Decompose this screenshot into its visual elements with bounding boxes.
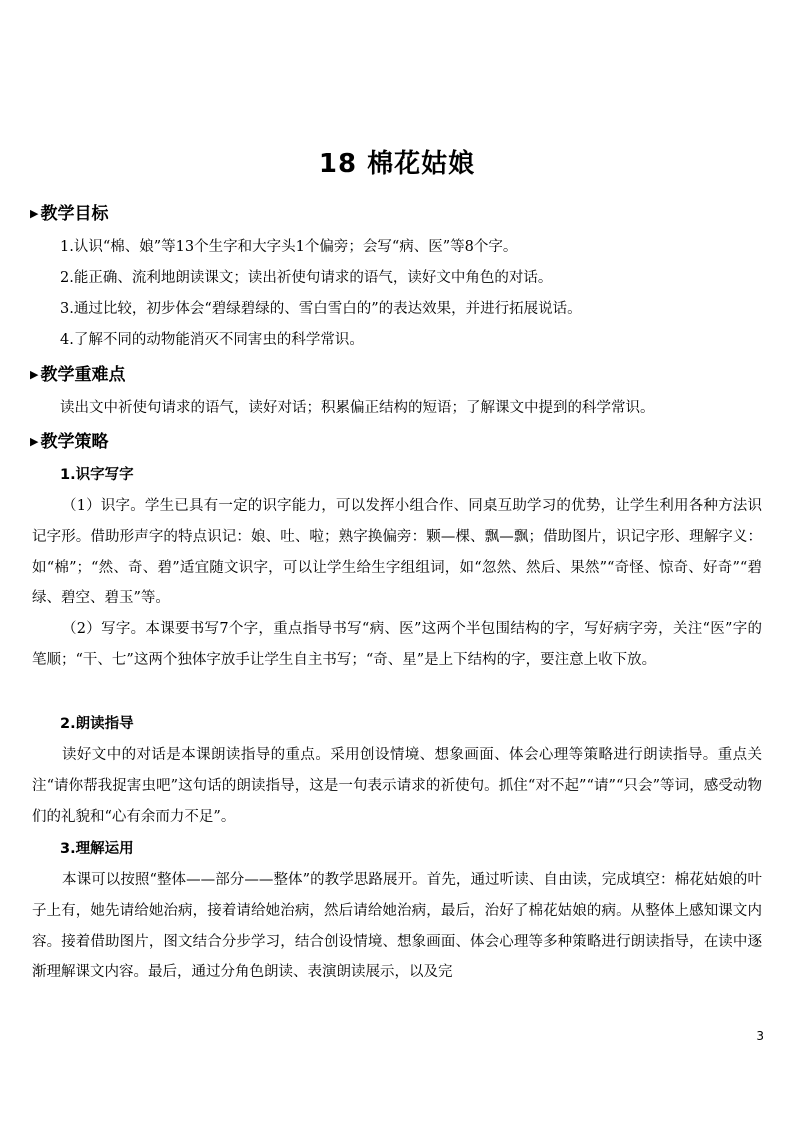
strategy-subheading-reading: 2.朗读指导 (60, 716, 134, 732)
goals-heading-text: 教学目标 (40, 204, 109, 224)
strategy-heading-text: 教学策略 (40, 432, 109, 452)
paragraph-writing: （2）写字。本课要书写7个字，重点指导书写“病、医”这两个半包围结构的字，写好病字旁，关注“医”字的笔顺；“干、七”这两个独体字放手让学生自主书写；“奇、星”是上下结构的字，要注意上收下放。 (32, 621, 762, 668)
goal-item-1: 1.认识“棉、娘”等13个生字和大字头1个偏旁；会写“病、医”等8个字。 (60, 239, 518, 255)
paragraph-application: 本课可以按照“整体——部分——整体”的教学思路展开。首先，通过听读、自由读，完成填空：棉花姑娘的叶子上有，她先请给她治病，接着请给她治病，然后请给她治病，最后，治好了棉花姑娘的病。从整体上感知课文内容。接着借助图片，图文结合分步学习，结合创设情境、想象画面、体会心理等多种策略进行朗读指导，在读中逐渐理解课文内容。最后，通过分角色朗读、表演朗读展示，以及完 (32, 872, 762, 981)
strategy-subheading-application: 3.理解运用 (60, 841, 134, 857)
difficulties-heading-text: 教学重难点 (40, 365, 126, 385)
section-heading-difficulties (30, 364, 125, 388)
paragraph-reading: 读好文中的对话是本课朗读指导的重点。采用创设情境、想象画面、体会心理等策略进行朗读指导。重点关注“请你帮我捉害虫吧”这句话的朗读指导，这是一句表示请求的祈使句。抓住“对不起”“请”“只会”等词，感受动物们的礼貌和“心有余而力不足”。 (32, 747, 762, 825)
section-heading-strategy (30, 431, 108, 455)
section-heading-goals (30, 203, 108, 227)
triangle-bullet-icon: ▶ (30, 435, 39, 448)
triangle-bullet-icon: ▶ (30, 207, 39, 220)
triangle-bullet-icon: ▶ (30, 368, 39, 381)
page-number: 3 (756, 1029, 764, 1043)
difficulties-text: 读出文中祈使句请求的语气，读好对话；积累偏正结构的短语；了解课文中提到的科学常识。 (60, 400, 655, 416)
lesson-title: 18 棉花姑娘 (318, 149, 476, 179)
paragraph-literacy: （1）识字。学生已具有一定的识字能力，可以发挥小组合作、同桌互助学习的优势，让学生利用各种方法识记字形。借助形声字的特点识记：娘、吐、啦；熟字换偏旁：颗—棵、飘—飘；借助图片，识记字形、理解字义：如“棉”；“然、奇、碧”适宜随文识字，可以让学生给生字组组词，如“忽然、然后、果然”“奇怪、惊奇、好奇”“碧绿、碧空、碧玉”等。 (32, 498, 762, 607)
goal-item-4: 4.了解不同的动物能消灭不同害虫的科学常识。 (60, 332, 364, 348)
goal-item-3: 3.通过比较，初步体会“碧绿碧绿的、雪白雪白的”的表达效果，并进行拓展说话。 (60, 301, 582, 317)
goal-item-2: 2.能正确、流利地朗读课文；读出祈使句请求的语气，读好文中角色的对话。 (60, 270, 553, 286)
strategy-subheading-literacy: 1.识字写字 (60, 467, 134, 483)
